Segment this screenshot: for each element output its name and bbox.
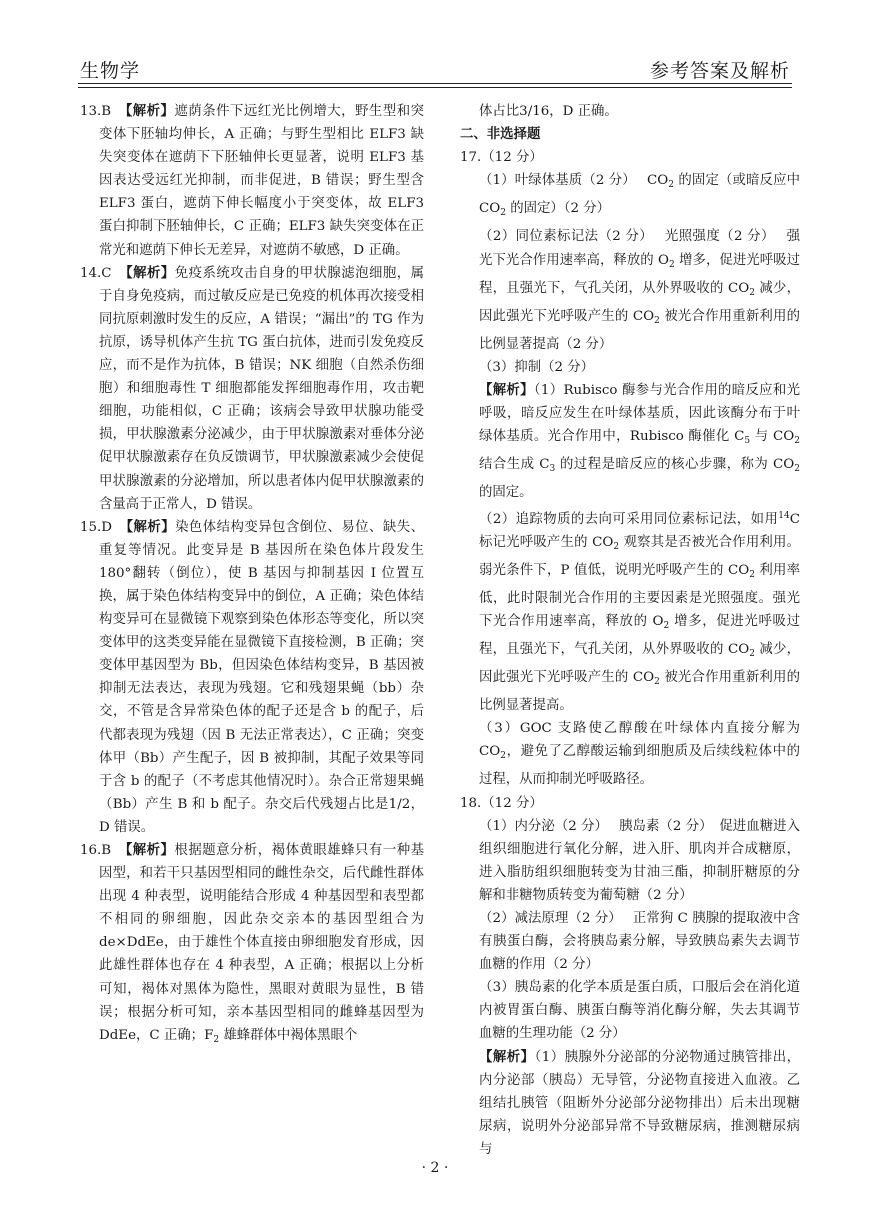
text-run: 2	[749, 287, 755, 298]
text-run: C 标记光呼吸产生的 CO	[479, 511, 800, 550]
page-number: · 2 ·	[421, 1160, 449, 1176]
text-run: 2	[500, 751, 506, 762]
text-run: 结合生成 C	[479, 457, 550, 473]
paragraph	[460, 792, 800, 815]
paragraph	[80, 262, 424, 516]
paragraph	[460, 815, 800, 907]
text-run: 2	[663, 620, 670, 631]
text-run: 增多，促进光呼吸过程，且强光下，气孔关闭，从外界吸收的 CO	[479, 613, 800, 657]
text-run: （1）胰腺外分泌部的分泌物通过胰管排出，内分泌部（胰岛）无导管，分泌物直接进入血液。乙组结扎胰管（阻断外分泌部分泌物排出）后未出现糖尿病，说明外分泌部异常不导致糖尿病，推测糖尿病与	[479, 1049, 800, 1157]
text-run: 遮荫条件下远红光比例增大，野生型和突变体下胚轴均伸长，A 正确；与野生型相比 ELF3 缺失突变体在遮荫下下胚轴伸长更显著，说明 ELF3 基因表达受远红光抑制，而非促进，B 错误；野生型含 ELF3 蛋白，遮荫下伸长幅度小于突变体，故 ELF3 蛋白抑制下胚轴伸长，C 正确；ELF3 缺失突变体在正常光和遮荫下伸长无差异，对遮荫不敏感，D 正确。	[99, 104, 424, 258]
text-run: 15.D	[80, 519, 127, 535]
text-run: （3）抑制（2 分）	[479, 359, 595, 375]
text-run: 的固定。	[479, 485, 533, 501]
header-rule-thin	[78, 87, 792, 88]
paragraph	[80, 100, 424, 262]
text-run: 雄蜂群体中褐体黑眼个	[219, 1027, 358, 1043]
text-run: 利用率低，此时限制光合作用的主要因素是光照强度。强光下光合作用速率高，释放的 O	[479, 562, 800, 629]
text-run: 16.B	[80, 843, 126, 858]
text-run: 13.B	[80, 104, 126, 119]
paragraph	[460, 1046, 800, 1161]
text-run: ，避免了乙醇酸运输到细胞质及后续线粒体中的过程，从而抑制光呼吸路径。	[479, 744, 800, 788]
paragraph	[460, 100, 800, 123]
text-run: 【解析】	[125, 264, 175, 281]
paragraph	[80, 839, 424, 1052]
text-run: 2	[794, 436, 800, 447]
text-run: 2	[613, 541, 620, 552]
text-run: 被光合作用重新利用的比例显著提高（2 分）	[479, 308, 800, 352]
text-run: 二、非选择题	[460, 126, 541, 143]
paragraph	[460, 505, 800, 718]
paragraph	[460, 169, 800, 225]
paragraph	[460, 123, 800, 146]
text-run: （2）减法原理（2 分） 正常狗 C 胰腺的提取液中含有胰蛋白酶，会将胰岛素分解，导致胰岛素失去调节血糖的作用（2 分）	[479, 911, 800, 973]
text-run: 增多，促进光呼吸过程，且强光下，气孔关闭，从外界吸收的 CO	[479, 252, 800, 296]
text-run: 观察其是否被光合作用利用。弱光条件下，P 值低，说明光呼吸产生的 CO	[479, 534, 800, 578]
text-run: 2	[213, 1034, 220, 1045]
text-run: （1）内分泌（2 分） 胰岛素（2 分） 促进血糖进入组织细胞进行氧化分解，进入肝、肌肉并合成糖原，进入脂肪组织细胞转变为甘油三酯，抑制肝糖原的分解和非糖物质转变为葡萄糖（2 分）	[479, 818, 800, 903]
text-run: 的固定（或暗反应中 CO	[479, 173, 800, 217]
text-run: 与 CO	[750, 429, 795, 445]
page-header	[78, 52, 792, 82]
text-run: 被光合作用重新利用的比例显著提高。	[479, 670, 800, 714]
text-run: 2	[500, 208, 506, 219]
text-run: 2	[794, 464, 800, 475]
right-column	[460, 100, 800, 1161]
paragraph	[460, 225, 800, 355]
header-rule-thick	[78, 83, 792, 84]
paragraph	[460, 146, 800, 169]
paragraph	[460, 907, 800, 976]
text-run: 2	[669, 259, 675, 270]
left-column	[80, 100, 424, 1052]
text-run: 2	[654, 677, 660, 688]
text-run: 染色体结构变异包含倒位、易位、缺失、重复等情况。此变异是 B 基因所在染色体片段发生 180°翻转（倒位），使 B 基因与抑制基因 I 位置互换，属于染色体结构变异中的倒位，A 正确；染色体结构变异可在显微镜下观察到染色体形态等变化，所以突变体甲的这类变异能在显微镜下直接检测，B 正确；突变体甲基因型为 Bb，但因染色体结构变异，B 基因被抑制无法表达，表现为残翅。它和残翅果蝇（bb）杂交，不管是含异常染色体的配子还是含 b 的配子，后代都表现为残翅（因 B 无法正常表达），C 正确；突变体甲（Bb）产生配子，因 B 被抑制，其配子效果等同于含 b 的配子（不考虑其他情况时）。杂合正常翅果蝇（Bb）产生 B 和 b 配子。杂交后代残翅占比是1/2，D 错误。	[99, 519, 424, 835]
text-run: 18.（12 分）	[460, 795, 543, 811]
text-run: （2）同位素标记法（2 分） 光照强度（2 分） 强光下光合作用速率高，释放的 O	[479, 229, 800, 268]
text-run: 14.C	[80, 265, 126, 281]
text-run: 根据题意分析，褐体黄眼雄蜂只有一种基因型，和若干只基因型相同的雌性杂交，后代雌性群体出现 4 种表型，说明能结合形成 4 种基因型和表型都不相同的卵细胞，因此杂交亲本的基因型组合为 de×DdEe，由于雄性个体直接由卵细胞发育形成，因此雄性群体也存在 4 种表型，A 正确；根据以上分析可知，褐体对黑体为隐性，黑眼对黄眼为显性，B 错误；根据分析可知，亲本基因型相同的雌蜂基因型为 DdEe，C 正确；F	[99, 843, 424, 1043]
text-run: 免疫系统攻击自身的甲状腺滤泡细胞，属于自身免疫病，而过敏反应是已免疫的机体再次接受相同抗原刺激时发生的反应，A 错误；“漏出”的 TG 作为抗原，诱导机体产生抗 TG 蛋白抗体，进而引发免疫反应，而不是作为抗体，B 错误；NK 细胞（自然杀伤细胞）和细胞毒性 T 细胞都能发挥细胞毒作用，攻击靶细胞，功能相似，C 正确；该病会导致甲状腺功能受损，甲状腺激素分泌减少，由于甲状腺激素对垂体分泌促甲状腺激素存在负反馈调节，甲状腺激素减少会使促甲状腺激素的分泌增加，所以患者体内促甲状腺激素的含量高于正常人，D 错误。	[99, 265, 424, 512]
text-run: 减少，因此强光下光呼吸产生的 CO	[479, 280, 800, 324]
text-run: （3）胰岛素的化学本质是蛋白质，口服后会在消化道内被胃蛋白酶、胰蛋白酶等消化酶分解，失去其调节血糖的生理功能（2 分）	[479, 980, 800, 1042]
text-run: 【解析】	[479, 1048, 535, 1065]
text-run: 【解析】	[479, 382, 534, 399]
text-run: 17.（12 分）	[460, 150, 543, 166]
header-title: 参考答案及解析	[649, 60, 790, 82]
text-run: 减少，因此强光下光呼吸产生的 CO	[479, 641, 800, 686]
text-run: 【解析】	[125, 103, 175, 119]
subject-label: 生物学	[80, 60, 141, 82]
text-run: （1）叶绿体基质（2 分） CO	[479, 173, 669, 189]
text-run: 【解析】	[125, 842, 175, 858]
text-run: 2	[668, 180, 674, 191]
text-run: 【解析】	[126, 518, 176, 535]
text-run: 3	[549, 464, 556, 475]
text-run: （3）GOC 支路使乙醇酸在叶绿体内直接分解为 CO	[479, 721, 800, 760]
text-run: 的过程是暗反应的核心步骤，称为 CO	[555, 457, 795, 473]
text-run: 2	[749, 648, 755, 659]
paragraph	[460, 976, 800, 1045]
text-run: （1）Rubisco 酶参与光合作用的暗反应和光呼吸，暗反应发生在叶绿体基质，因此该酶分布于叶绿体基质。光合作用中，Rubisco 酶催化 C	[479, 383, 801, 445]
paragraph	[460, 717, 800, 791]
paragraph	[80, 516, 424, 839]
paragraph	[460, 356, 800, 379]
text-run: 的固定）（2 分）	[505, 201, 611, 217]
paragraph	[460, 379, 800, 504]
text-run: 5	[744, 436, 751, 447]
text-run: 14	[778, 510, 790, 521]
text-run: 体占比3/16，D 正确。	[479, 104, 618, 119]
text-run: （2）追踪物质的去向可采用同位素标记法，如用	[479, 511, 779, 527]
text-run: 2	[654, 315, 660, 326]
text-run: 2	[749, 569, 755, 580]
